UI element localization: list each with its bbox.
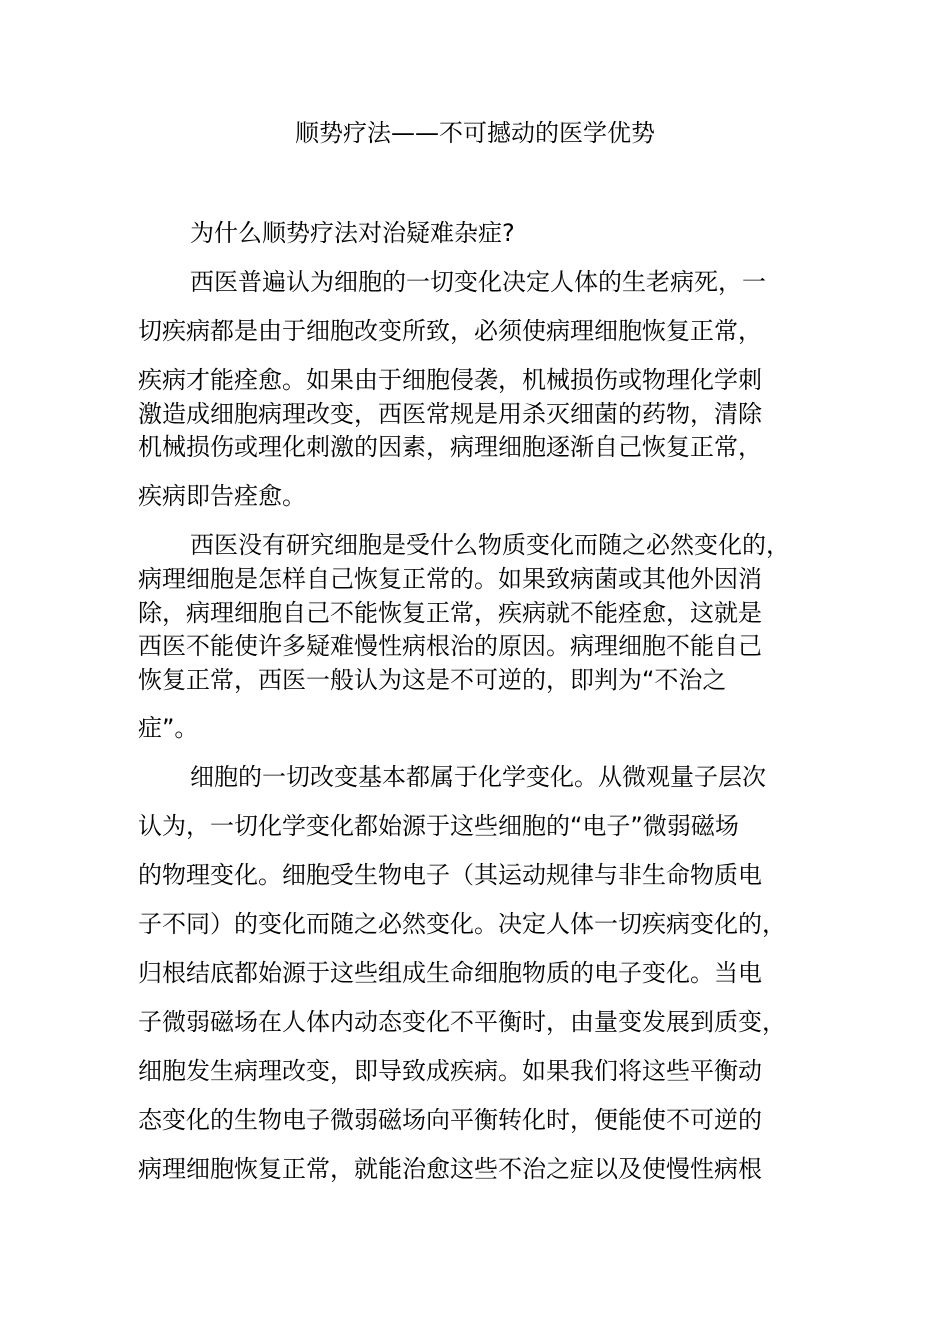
paragraph-3-line-1: 细胞的一切改变基本都属于化学变化。从微观量子层次: [190, 763, 766, 791]
paragraph-3-line-4: 子不同）的变化而随之必然变化。决定人体一切疾病变化的，: [138, 910, 786, 938]
paragraph-2-line-6: 症”。: [138, 714, 199, 742]
paragraph-3-line-7: 细胞发生病理改变，即导致成疾病。如果我们将这些平衡动: [138, 1057, 762, 1085]
paragraph-3-line-2: 认为，一切化学变化都始源于这些细胞的“电子”微弱磁场: [138, 812, 739, 840]
paragraph-2-line-2: 病理细胞是怎样自己恢复正常的。如果致病菌或其他外因消: [138, 565, 762, 593]
paragraph-1-line-3: 疾病才能痊愈。如果由于细胞侵袭，机械损伤或物理化学刺: [138, 366, 762, 394]
paragraph-1-line-1: 西医普遍认为细胞的一切变化决定人体的生老病死，一: [190, 268, 766, 296]
paragraph-2-line-3: 除，病理细胞自己不能恢复正常，疾病就不能痊愈，这就是: [138, 599, 762, 627]
question-heading: 为什么顺势疗法对治疑难杂症?: [190, 219, 515, 247]
paragraph-1-line-4: 激造成细胞病理改变，西医常规是用杀灭细菌的药物，清除: [138, 400, 762, 428]
paragraph-3-line-5: 归根结底都始源于这些组成生命细胞物质的电子变化。当电: [138, 959, 762, 987]
paragraph-1-line-5: 机械损伤或理化刺激的因素，病理细胞逐渐自己恢复正常，: [138, 433, 762, 461]
paragraph-2-line-1: 西医没有研究细胞是受什么物质变化而随之必然变化的，: [190, 531, 790, 559]
paragraph-3-line-9: 病理细胞恢复正常，就能治愈这些不治之症以及使慢性病根: [138, 1155, 762, 1183]
paragraph-3-line-8: 态变化的生物电子微弱磁场向平衡转化时，便能使不可逆的: [138, 1106, 762, 1134]
paragraph-3-line-6: 子微弱磁场在人体内动态变化不平衡时，由量变发展到质变，: [138, 1008, 786, 1036]
paragraph-2-line-5: 恢复正常，西医一般认为这是不可逆的，即判为“不治之: [138, 666, 727, 694]
paragraph-1-line-6: 疾病即告痊愈。: [138, 482, 306, 510]
document-title: 顺势疗法——不可撼动的医学优势: [295, 119, 655, 147]
paragraph-3-line-3: 的物理变化。细胞受生物电子（其运动规律与非生命物质电: [138, 861, 762, 889]
paragraph-1-line-2: 切疾病都是由于细胞改变所致，必须使病理细胞恢复正常，: [138, 317, 762, 345]
paragraph-2-line-4: 西医不能使许多疑难慢性病根治的原因。病理细胞不能自己: [138, 632, 762, 660]
